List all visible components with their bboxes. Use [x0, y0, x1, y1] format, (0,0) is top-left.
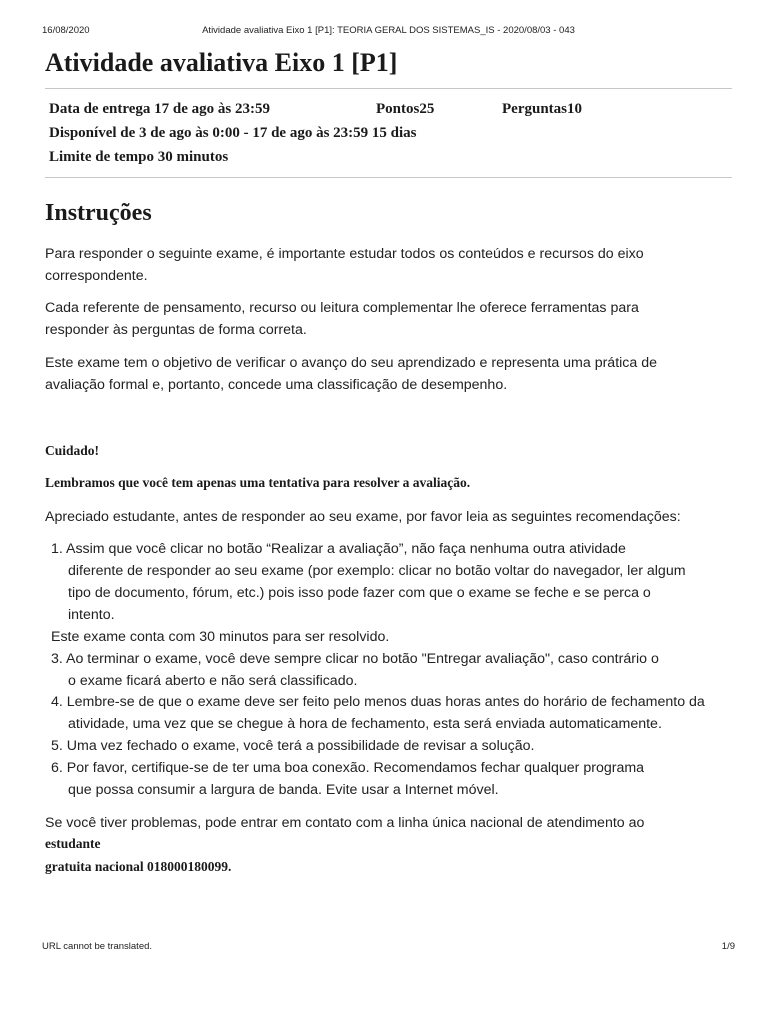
print-page-title: Atividade avaliativa Eixo 1 [P1]: TEORIA GERAL DOS SISTEMAS_IS - 2020/08/03 - 043	[202, 25, 575, 36]
print-date: 16/08/2020	[42, 25, 90, 36]
divider-bottom	[45, 177, 732, 178]
paragraph-line: Este exame tem o objetivo de verificar o avanço do seu aprendizado e representa uma prática de	[45, 355, 657, 371]
print-header	[42, 25, 735, 37]
paragraph-line: responder às perguntas de forma correta.	[45, 322, 307, 338]
paragraph-line: Cada referente de pensamento, recurso ou leitura complementar lhe oferece ferramentas para	[45, 300, 639, 316]
page-number: 1/9	[721, 941, 735, 952]
print-footer	[42, 941, 735, 953]
instructions-paragraph-2	[45, 297, 735, 341]
divider-top	[45, 88, 732, 89]
availability: Disponível de 3 de ago às 0:00 - 17 de ago às 23:59 15 dias	[49, 125, 417, 141]
page-title: Atividade avaliativa Eixo 1 [P1]	[45, 48, 398, 77]
paragraph-line: avaliação formal e, portanto, concede uma classificação de desempenho.	[45, 377, 508, 393]
questions-count: Perguntas10	[502, 101, 582, 117]
instructions-heading: Instruções	[45, 200, 152, 226]
recommendations-intro: Apreciado estudante, antes de responder ao seu exame, por favor leia as seguintes recomendações:	[45, 509, 681, 525]
warning-text: Lembramos que você tem apenas uma tentativa para resolver a avaliação.	[45, 475, 471, 490]
instructions-paragraph-3	[45, 352, 735, 396]
warning-title: Cuidado!	[45, 443, 100, 458]
footer-url-note: URL cannot be translated.	[42, 941, 153, 952]
points: Pontos25	[376, 101, 435, 117]
contact-student: estudante	[45, 836, 101, 851]
paragraph-line: Para responder o seguinte exame, é importante estudar todos os conteúdos e recursos do eixo	[45, 246, 644, 262]
contact-text: Se você tiver problemas, pode entrar em contato com a linha única nacional de atendimento ao	[45, 815, 645, 831]
contact-phone: gratuita nacional 018000180099.	[45, 859, 232, 874]
instructions-paragraph-1	[45, 243, 735, 287]
due-date: Data de entrega 17 de ago às 23:59	[49, 101, 270, 117]
time-limit: Limite de tempo 30 minutos	[49, 149, 229, 165]
paragraph-line: correspondente.	[45, 268, 148, 284]
